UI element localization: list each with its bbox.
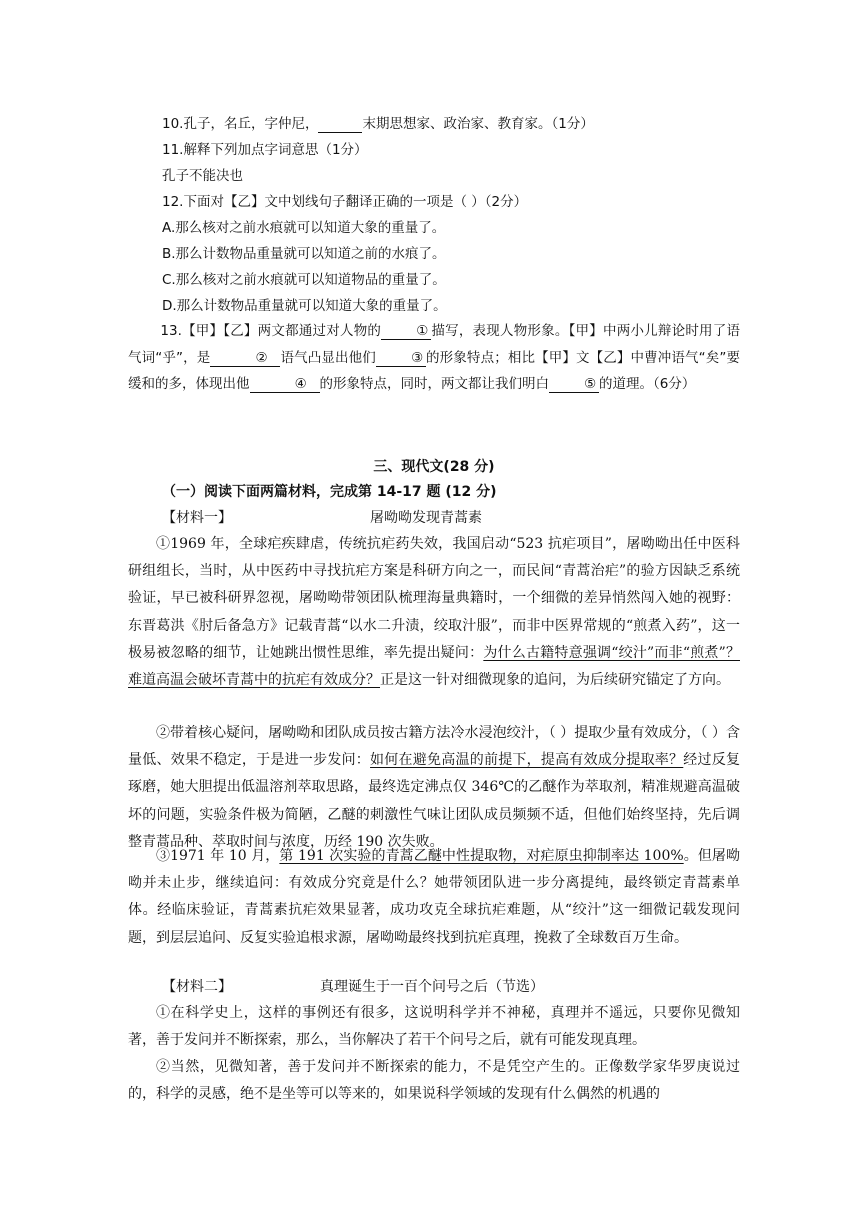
question-12-option-a: A.那么核对之前水痕就可以知道大象的重量了。: [162, 220, 446, 236]
material-2-paragraph-1: ①在科学史上，这样的事例还有很多，这说明科学并不神秘，真理并不遥远，只要你见微知著，善于发问并不断探索，那么，当你解决了若干个问号之后，就有可能发现真理。: [128, 1005, 740, 1049]
material-1-paragraph-3: [128, 843, 740, 952]
question-12-option-b: B.那么计数物品重量就可以知道之前的水痕了。: [162, 246, 446, 262]
material-1-paragraph-1: [128, 531, 740, 694]
question-13-text: 的形象特点；相比【甲】文【乙】中曹冲语气“矣”要缓和的多，体现出他: [128, 349, 740, 392]
material-1-paragraph-2: [128, 720, 740, 856]
material-2-label: 【材料二】: [162, 979, 232, 995]
question-13-text: 描写，表现人物形象。【甲】中两小儿辩论时用了语气词“乎”，是: [128, 323, 740, 366]
paragraph-text: ②带着核心疑问，屠呦呦和团队成员按古籍方法冷水浸泡绞汁，（ ）提取少量有效成分，（ ）含量低、效果不稳定，于是进一步发问：: [128, 725, 740, 769]
question-13-text: 的道理。（6分）: [599, 376, 696, 392]
question-13-text: 的形象特点，同时，两文都让我们明白: [319, 376, 549, 392]
material-1-title: 屠呦呦发现青蒿素: [370, 510, 482, 526]
paragraph-text: 经过反复琢磨，她大胆提出低温溶剂萃取思路，最终选定沸点仅 346℃的乙醚作为萃取剂，精准规避高温破坏的问题，实验条件极为简陋，乙醚的刺激性气味让团队成员频频不适，但他们始终坚持，先后调整青蒿品种、萃取时间与浓度，历经 190 次失败。: [128, 752, 741, 850]
question-12-stem: 12.下面对【乙】文中划线句子翻译正确的一项是（ ）（2分）: [162, 194, 528, 210]
question-13-text: 语气凸显出他们: [280, 349, 376, 366]
paragraph-text: 。但屠呦呦并未止步，继续追问：有效成分究竟是什么？她带领团队进一步分离提纯，最终锁定青蒿素单体。经临床验证，青蒿素抗疟效果显著，成功攻克全球抗疟难题，从“绞汁”这一细微记载发现问题，到层层追问、反复实验追根求源，屠呦呦最终找到抗疟真理，挽救了全球数百万生命。: [128, 848, 741, 946]
answer-blank-3[interactable]: ③: [376, 350, 426, 367]
section-title: 三、现代文(28 分): [373, 459, 495, 475]
underlined-sentence: 如何在避免高温的前提下，提高有效成分提取率？: [370, 752, 684, 769]
answer-blank[interactable]: [318, 116, 362, 133]
question-10-text-after: 末期思想家、政治家、教育家。（1分）: [362, 116, 594, 132]
question-13: [128, 318, 740, 398]
material-2-paragraph-2: ②当然，见微知著，善于发问并不断探索的能力，不是凭空产生的。正像数学家华罗庚说过的，科学的灵感，绝不是坐等可以等来的，如果说科学领域的发现有什么偶然的机遇的: [128, 1059, 740, 1103]
section-subtitle: （一）阅读下面两篇材料，完成第 14-17 题 (12 分): [162, 484, 497, 500]
question-13-text: 13.【甲】【乙】两文都通过对人物的: [160, 323, 382, 339]
underlined-sentence: 第 191 次实验的青蒿乙醚中性提取物，对疟原虫抑制率达 100%: [279, 848, 684, 864]
question-12-option-c: C.那么核对之前水痕就可以知道物品的重量了。: [162, 272, 446, 288]
answer-blank-1[interactable]: ①: [381, 323, 431, 340]
answer-blank-2[interactable]: ②: [210, 350, 280, 367]
question-10-text-before: 10.孔子，名丘，字仲尼，: [162, 116, 319, 132]
paragraph-text: 正是这一针对细微现象的追问，为后续研究锚定了方向。: [380, 672, 730, 689]
paragraph-text: ③1971 年 10 月，: [156, 848, 280, 864]
question-11-stem: 11.解释下列加点字词意思（1分）: [162, 142, 368, 158]
answer-blank-5[interactable]: ⑤: [549, 376, 599, 393]
answer-blank-4[interactable]: ④: [250, 376, 320, 393]
material-1-label: 【材料一】: [162, 510, 232, 526]
paragraph-text: ①1969 年，全球疟疾肆虐，传统抗疟药失效，我国启动“523 抗疟项目”，屠呦呦出任中医科研组组长，当时，从中医药中寻找抗疟方案是科研方向之一，而民间“青蒿治疟”的验方因缺乏系统验证，早已被科研界忽视，屠呦呦带领团队梳理海量典籍时，一个细微的差异悄然闯入她的视野：东晋葛洪《肘后备急方》记载青蒿“以水二升渍，绞取汁服”，而非中医界常规的“煎煮入药”，这一极易被忽略的细节，让她跳出惯性思维，率先提出疑问：: [128, 536, 740, 661]
underlined-sentence: 为什么古籍特意强调“绞汁”而非“煎煮”？难道高温会破坏青蒿中的抗疟有效成分？: [128, 644, 740, 689]
material-2-title: 真理诞生于一百个问号之后（节选）: [320, 979, 544, 995]
question-12-option-d: D.那么计数物品重量就可以知道大象的重量了。: [162, 298, 447, 314]
question-11-phrase: 孔子不能决也: [162, 168, 243, 184]
question-10: [162, 112, 594, 133]
